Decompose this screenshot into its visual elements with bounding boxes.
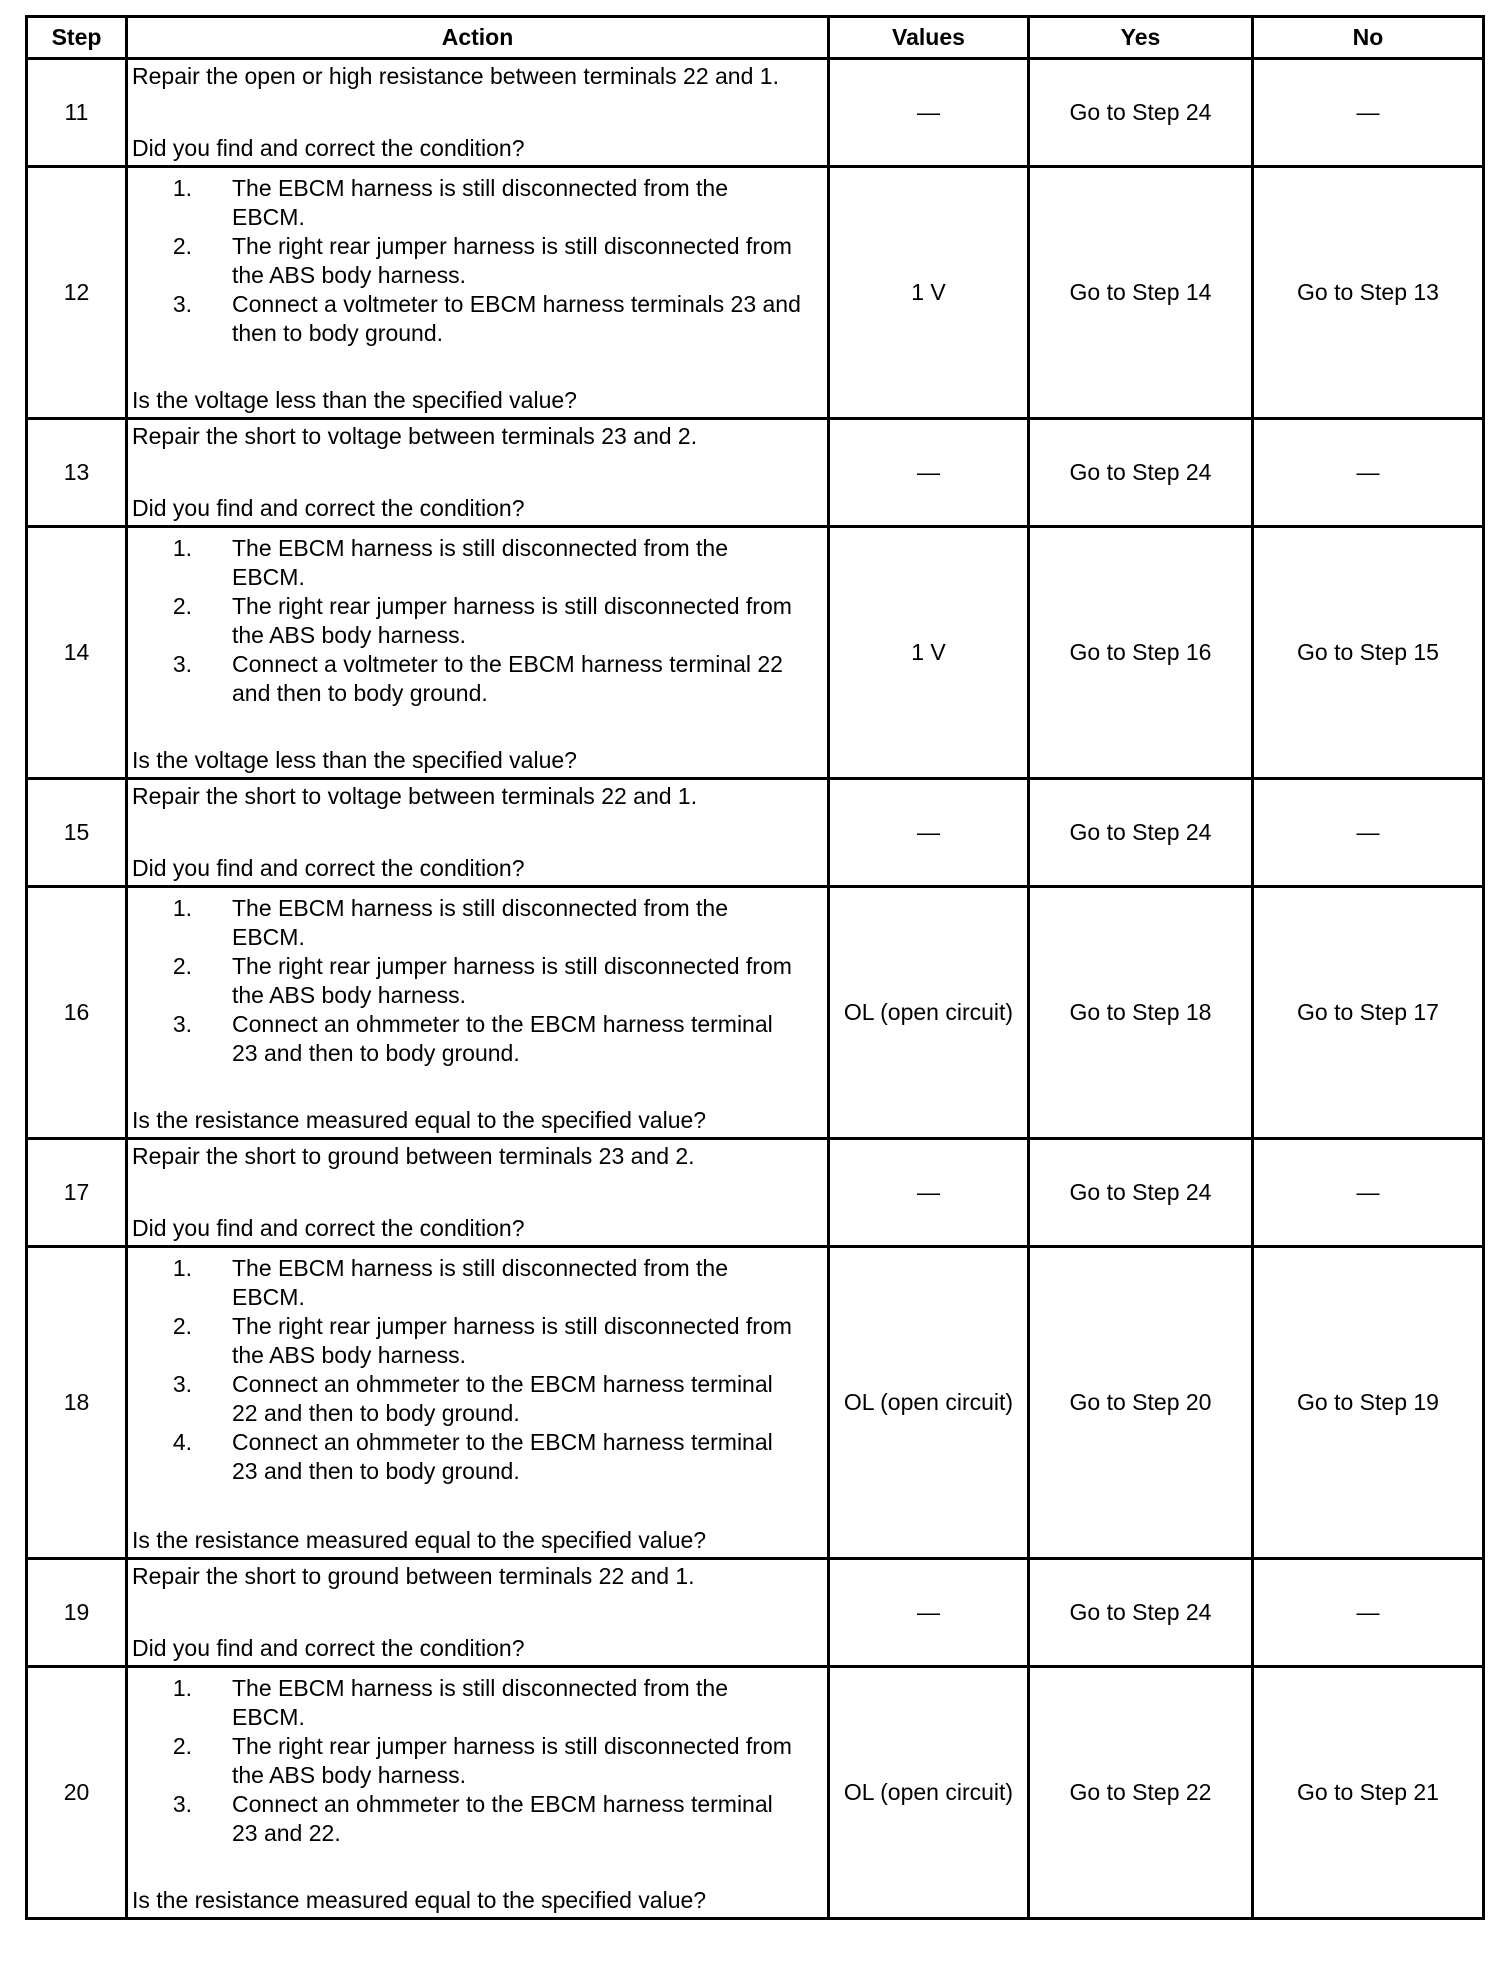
action-content	[128, 1668, 827, 1917]
substep-item	[132, 1674, 823, 1732]
no-outcome: —	[1253, 779, 1484, 887]
action-instructions	[132, 890, 823, 1068]
table-header-row	[27, 17, 1484, 59]
specified-value: 1 V	[829, 167, 1029, 419]
substep-item	[132, 952, 823, 1010]
action-question: Is the voltage less than the specified value?	[132, 387, 577, 413]
header-no: No	[1253, 17, 1484, 59]
yes-outcome: Go to Step 24	[1029, 59, 1253, 167]
action-cell	[127, 59, 829, 167]
substep-number: 2.	[172, 233, 192, 259]
substep-text: Connect a voltmeter to the EBCM harness terminal 22 and then to body ground.	[232, 651, 783, 706]
specified-value: OL (open circuit)	[829, 887, 1029, 1139]
no-outcome: Go to Step 19	[1253, 1247, 1484, 1559]
no-outcome: Go to Step 21	[1253, 1667, 1484, 1919]
step-number: 14	[27, 527, 127, 779]
substep-text: The EBCM harness is still disconnected from the EBCM.	[232, 1255, 728, 1310]
substep-item	[132, 1370, 823, 1428]
specified-value: 1 V	[829, 527, 1029, 779]
repair-instruction: Repair the short to ground between terminals 23 and 2.	[132, 1143, 695, 1169]
table-row	[27, 1559, 1484, 1667]
step-number: 15	[27, 779, 127, 887]
action-content	[128, 60, 827, 165]
substep-text: Connect a voltmeter to EBCM harness terminals 23 and then to body ground.	[232, 291, 801, 346]
yes-outcome: Go to Step 14	[1029, 167, 1253, 419]
substep-text: The EBCM harness is still disconnected from the EBCM.	[232, 895, 728, 950]
action-instructions	[132, 782, 823, 811]
substep-item	[132, 232, 823, 290]
action-cell	[127, 167, 829, 419]
action-cell	[127, 779, 829, 887]
yes-outcome: Go to Step 18	[1029, 887, 1253, 1139]
specified-value: —	[829, 779, 1029, 887]
substep-item	[132, 1254, 823, 1312]
no-outcome: —	[1253, 1139, 1484, 1247]
action-instructions	[132, 62, 823, 91]
header-action: Action	[127, 17, 829, 59]
substep-text: Connect an ohmmeter to the EBCM harness terminal 23 and 22.	[232, 1791, 773, 1846]
specified-value: —	[829, 59, 1029, 167]
action-content	[128, 528, 827, 777]
substep-number: 1.	[172, 895, 192, 921]
yes-outcome: Go to Step 24	[1029, 779, 1253, 887]
substep-item	[132, 1010, 823, 1068]
action-content	[128, 1140, 827, 1245]
yes-outcome: Go to Step 16	[1029, 527, 1253, 779]
step-number: 12	[27, 167, 127, 419]
action-cell	[127, 887, 829, 1139]
no-outcome: Go to Step 17	[1253, 887, 1484, 1139]
yes-outcome: Go to Step 24	[1029, 1139, 1253, 1247]
action-instructions	[132, 422, 823, 451]
no-outcome: Go to Step 13	[1253, 167, 1484, 419]
specified-value: —	[829, 419, 1029, 527]
table-row	[27, 1667, 1484, 1919]
step-number: 13	[27, 419, 127, 527]
action-instructions	[132, 170, 823, 348]
no-outcome: —	[1253, 419, 1484, 527]
table-row	[27, 167, 1484, 419]
substep-text: Connect an ohmmeter to the EBCM harness terminal 22 and then to body ground.	[232, 1371, 773, 1426]
substep-text: The right rear jumper harness is still disconnected from the ABS body harness.	[232, 233, 792, 288]
action-question: Did you find and correct the condition?	[132, 1635, 525, 1661]
substep-number: 1.	[172, 1255, 192, 1281]
action-content	[128, 780, 827, 885]
action-cell	[127, 419, 829, 527]
step-number: 16	[27, 887, 127, 1139]
step-number: 20	[27, 1667, 127, 1919]
yes-outcome: Go to Step 20	[1029, 1247, 1253, 1559]
substep-number: 3.	[172, 291, 192, 317]
substep-item	[132, 1790, 823, 1848]
repair-instruction: Repair the short to ground between terminals 22 and 1.	[132, 1563, 695, 1589]
header-values: Values	[829, 17, 1029, 59]
yes-outcome: Go to Step 22	[1029, 1667, 1253, 1919]
substep-number: 2.	[172, 593, 192, 619]
step-number: 11	[27, 59, 127, 167]
no-outcome: Go to Step 15	[1253, 527, 1484, 779]
substep-item	[132, 650, 823, 708]
table-row	[27, 59, 1484, 167]
specified-value: —	[829, 1139, 1029, 1247]
no-outcome: —	[1253, 59, 1484, 167]
substep-list	[132, 534, 823, 708]
table-row	[27, 887, 1484, 1139]
substep-item	[132, 592, 823, 650]
action-content	[128, 168, 827, 417]
repair-instruction: Repair the short to voltage between terminals 22 and 1.	[132, 783, 698, 809]
table-body	[27, 59, 1484, 1919]
table-row	[27, 1247, 1484, 1559]
action-content	[128, 420, 827, 525]
action-question: Did you find and correct the condition?	[132, 1215, 525, 1241]
substep-list	[132, 1674, 823, 1848]
action-question: Did you find and correct the condition?	[132, 495, 525, 521]
diagnostic-document	[25, 15, 1482, 1920]
table-row	[27, 1139, 1484, 1247]
table-row	[27, 779, 1484, 887]
substep-item	[132, 534, 823, 592]
substep-text: Connect an ohmmeter to the EBCM harness terminal 23 and then to body ground.	[232, 1429, 773, 1484]
action-question: Did you find and correct the condition?	[132, 135, 525, 161]
action-question: Is the voltage less than the specified value?	[132, 747, 577, 773]
substep-number: 3.	[172, 1791, 192, 1817]
substep-number: 1.	[172, 175, 192, 201]
action-question: Did you find and correct the condition?	[132, 855, 525, 881]
substep-text: The right rear jumper harness is still disconnected from the ABS body harness.	[232, 1313, 792, 1368]
action-content	[128, 888, 827, 1137]
no-outcome: —	[1253, 1559, 1484, 1667]
table-row	[27, 527, 1484, 779]
header-yes: Yes	[1029, 17, 1253, 59]
yes-outcome: Go to Step 24	[1029, 1559, 1253, 1667]
substep-item	[132, 1312, 823, 1370]
specified-value: OL (open circuit)	[829, 1247, 1029, 1559]
action-instructions	[132, 530, 823, 708]
step-number: 19	[27, 1559, 127, 1667]
substep-number: 2.	[172, 1733, 192, 1759]
substep-item	[132, 174, 823, 232]
action-instructions	[132, 1562, 823, 1591]
substep-number: 3.	[172, 1371, 192, 1397]
action-cell	[127, 1667, 829, 1919]
substep-list	[132, 174, 823, 348]
substep-number: 4.	[172, 1429, 192, 1455]
step-number: 18	[27, 1247, 127, 1559]
yes-outcome: Go to Step 24	[1029, 419, 1253, 527]
repair-instruction: Repair the short to voltage between terminals 23 and 2.	[132, 423, 698, 449]
header-step: Step	[27, 17, 127, 59]
diagnostic-table	[25, 15, 1485, 1920]
repair-instruction: Repair the open or high resistance between terminals 22 and 1.	[132, 63, 779, 89]
action-question: Is the resistance measured equal to the specified value?	[132, 1887, 707, 1913]
action-instructions	[132, 1250, 823, 1486]
action-content	[128, 1248, 827, 1557]
action-question: Is the resistance measured equal to the specified value?	[132, 1107, 707, 1133]
action-content	[128, 1560, 827, 1665]
substep-text: Connect an ohmmeter to the EBCM harness terminal 23 and then to body ground.	[232, 1011, 773, 1066]
specified-value: —	[829, 1559, 1029, 1667]
substep-text: The right rear jumper harness is still disconnected from the ABS body harness.	[232, 953, 792, 1008]
action-cell	[127, 1559, 829, 1667]
action-instructions	[132, 1142, 823, 1171]
action-cell	[127, 1139, 829, 1247]
specified-value: OL (open circuit)	[829, 1667, 1029, 1919]
substep-item	[132, 1732, 823, 1790]
substep-item	[132, 894, 823, 952]
substep-list	[132, 894, 823, 1068]
substep-number: 3.	[172, 651, 192, 677]
action-instructions	[132, 1670, 823, 1848]
action-cell	[127, 527, 829, 779]
action-cell	[127, 1247, 829, 1559]
substep-number: 1.	[172, 1675, 192, 1701]
step-number: 17	[27, 1139, 127, 1247]
action-question: Is the resistance measured equal to the specified value?	[132, 1527, 707, 1553]
substep-text: The right rear jumper harness is still disconnected from the ABS body harness.	[232, 593, 792, 648]
table-row	[27, 419, 1484, 527]
substep-number: 2.	[172, 1313, 192, 1339]
substep-item	[132, 290, 823, 348]
substep-number: 2.	[172, 953, 192, 979]
substep-number: 1.	[172, 535, 192, 561]
substep-text: The EBCM harness is still disconnected from the EBCM.	[232, 1675, 728, 1730]
substep-number: 3.	[172, 1011, 192, 1037]
substep-text: The EBCM harness is still disconnected from the EBCM.	[232, 175, 728, 230]
substep-text: The EBCM harness is still disconnected from the EBCM.	[232, 535, 728, 590]
substep-text: The right rear jumper harness is still disconnected from the ABS body harness.	[232, 1733, 792, 1788]
substep-list	[132, 1254, 823, 1486]
substep-item	[132, 1428, 823, 1486]
